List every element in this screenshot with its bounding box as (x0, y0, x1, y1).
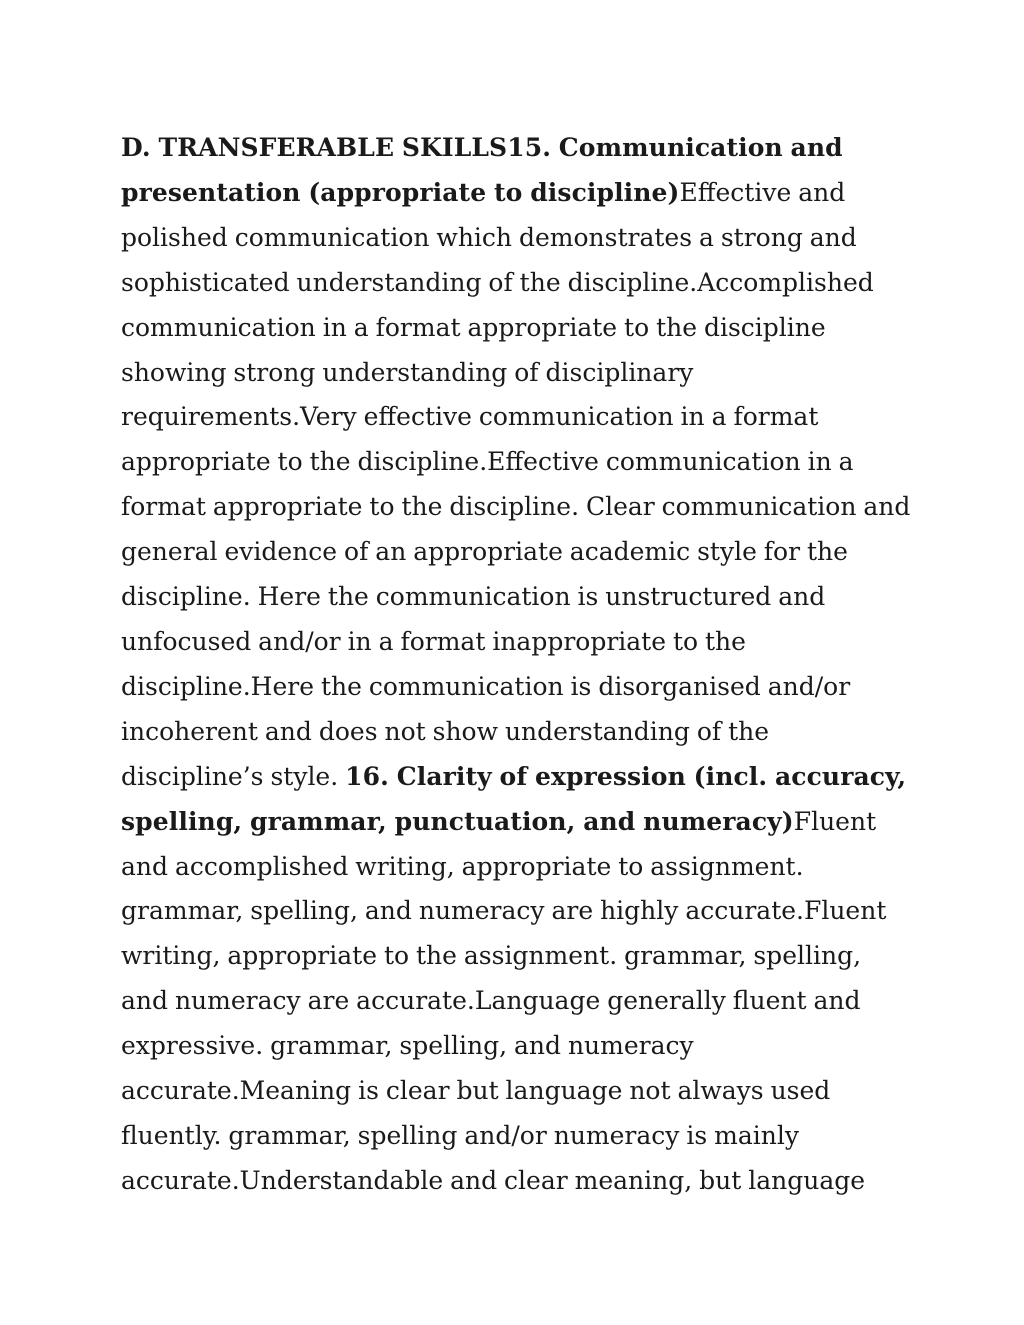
section-16-body: Fluent and accomplished writing, appropriate to assignment. grammar, spelling, and numeracy are highly accurate.Fluent writing, appropriate to the assignment. grammar, spelling, and numeracy are accurate.Language generally fluent and expressive. grammar, spelling, and numeracy accurate.Meaning is clear but language not always used fluently. grammar, spelling and/or numeracy is mainly accurate.Understandable and clear meaning, but language (121, 806, 887, 1195)
document-body (121, 126, 911, 1204)
section-15-heading: D. TRANSFERABLE SKILLS15. Communication and presentation (appropriate to discipline) (121, 133, 843, 207)
section-16-heading: 16. Clarity of expression (incl. accuracy, spelling, grammar, punctuation, and numeracy) (121, 761, 907, 836)
paragraph (121, 126, 911, 1204)
section-15-body: Effective and polished communication which demonstrates a strong and sophisticated understanding of the discipline.Accomplished communication in a format appropriate to the discipline showing strong understanding of disciplinary requirements.Very effective communication in a format appropriate to the discipline.Effective communication in a format appropriate to the discipline. Clear communication and general evidence of an appropriate academic style for the discipline. Here the communication is unstructured and unfocused and/or in a format inappropriate to the discipline.Here the communication is disorganised and/or incoherent and does not show understanding of the discipline’s style. (121, 177, 911, 791)
